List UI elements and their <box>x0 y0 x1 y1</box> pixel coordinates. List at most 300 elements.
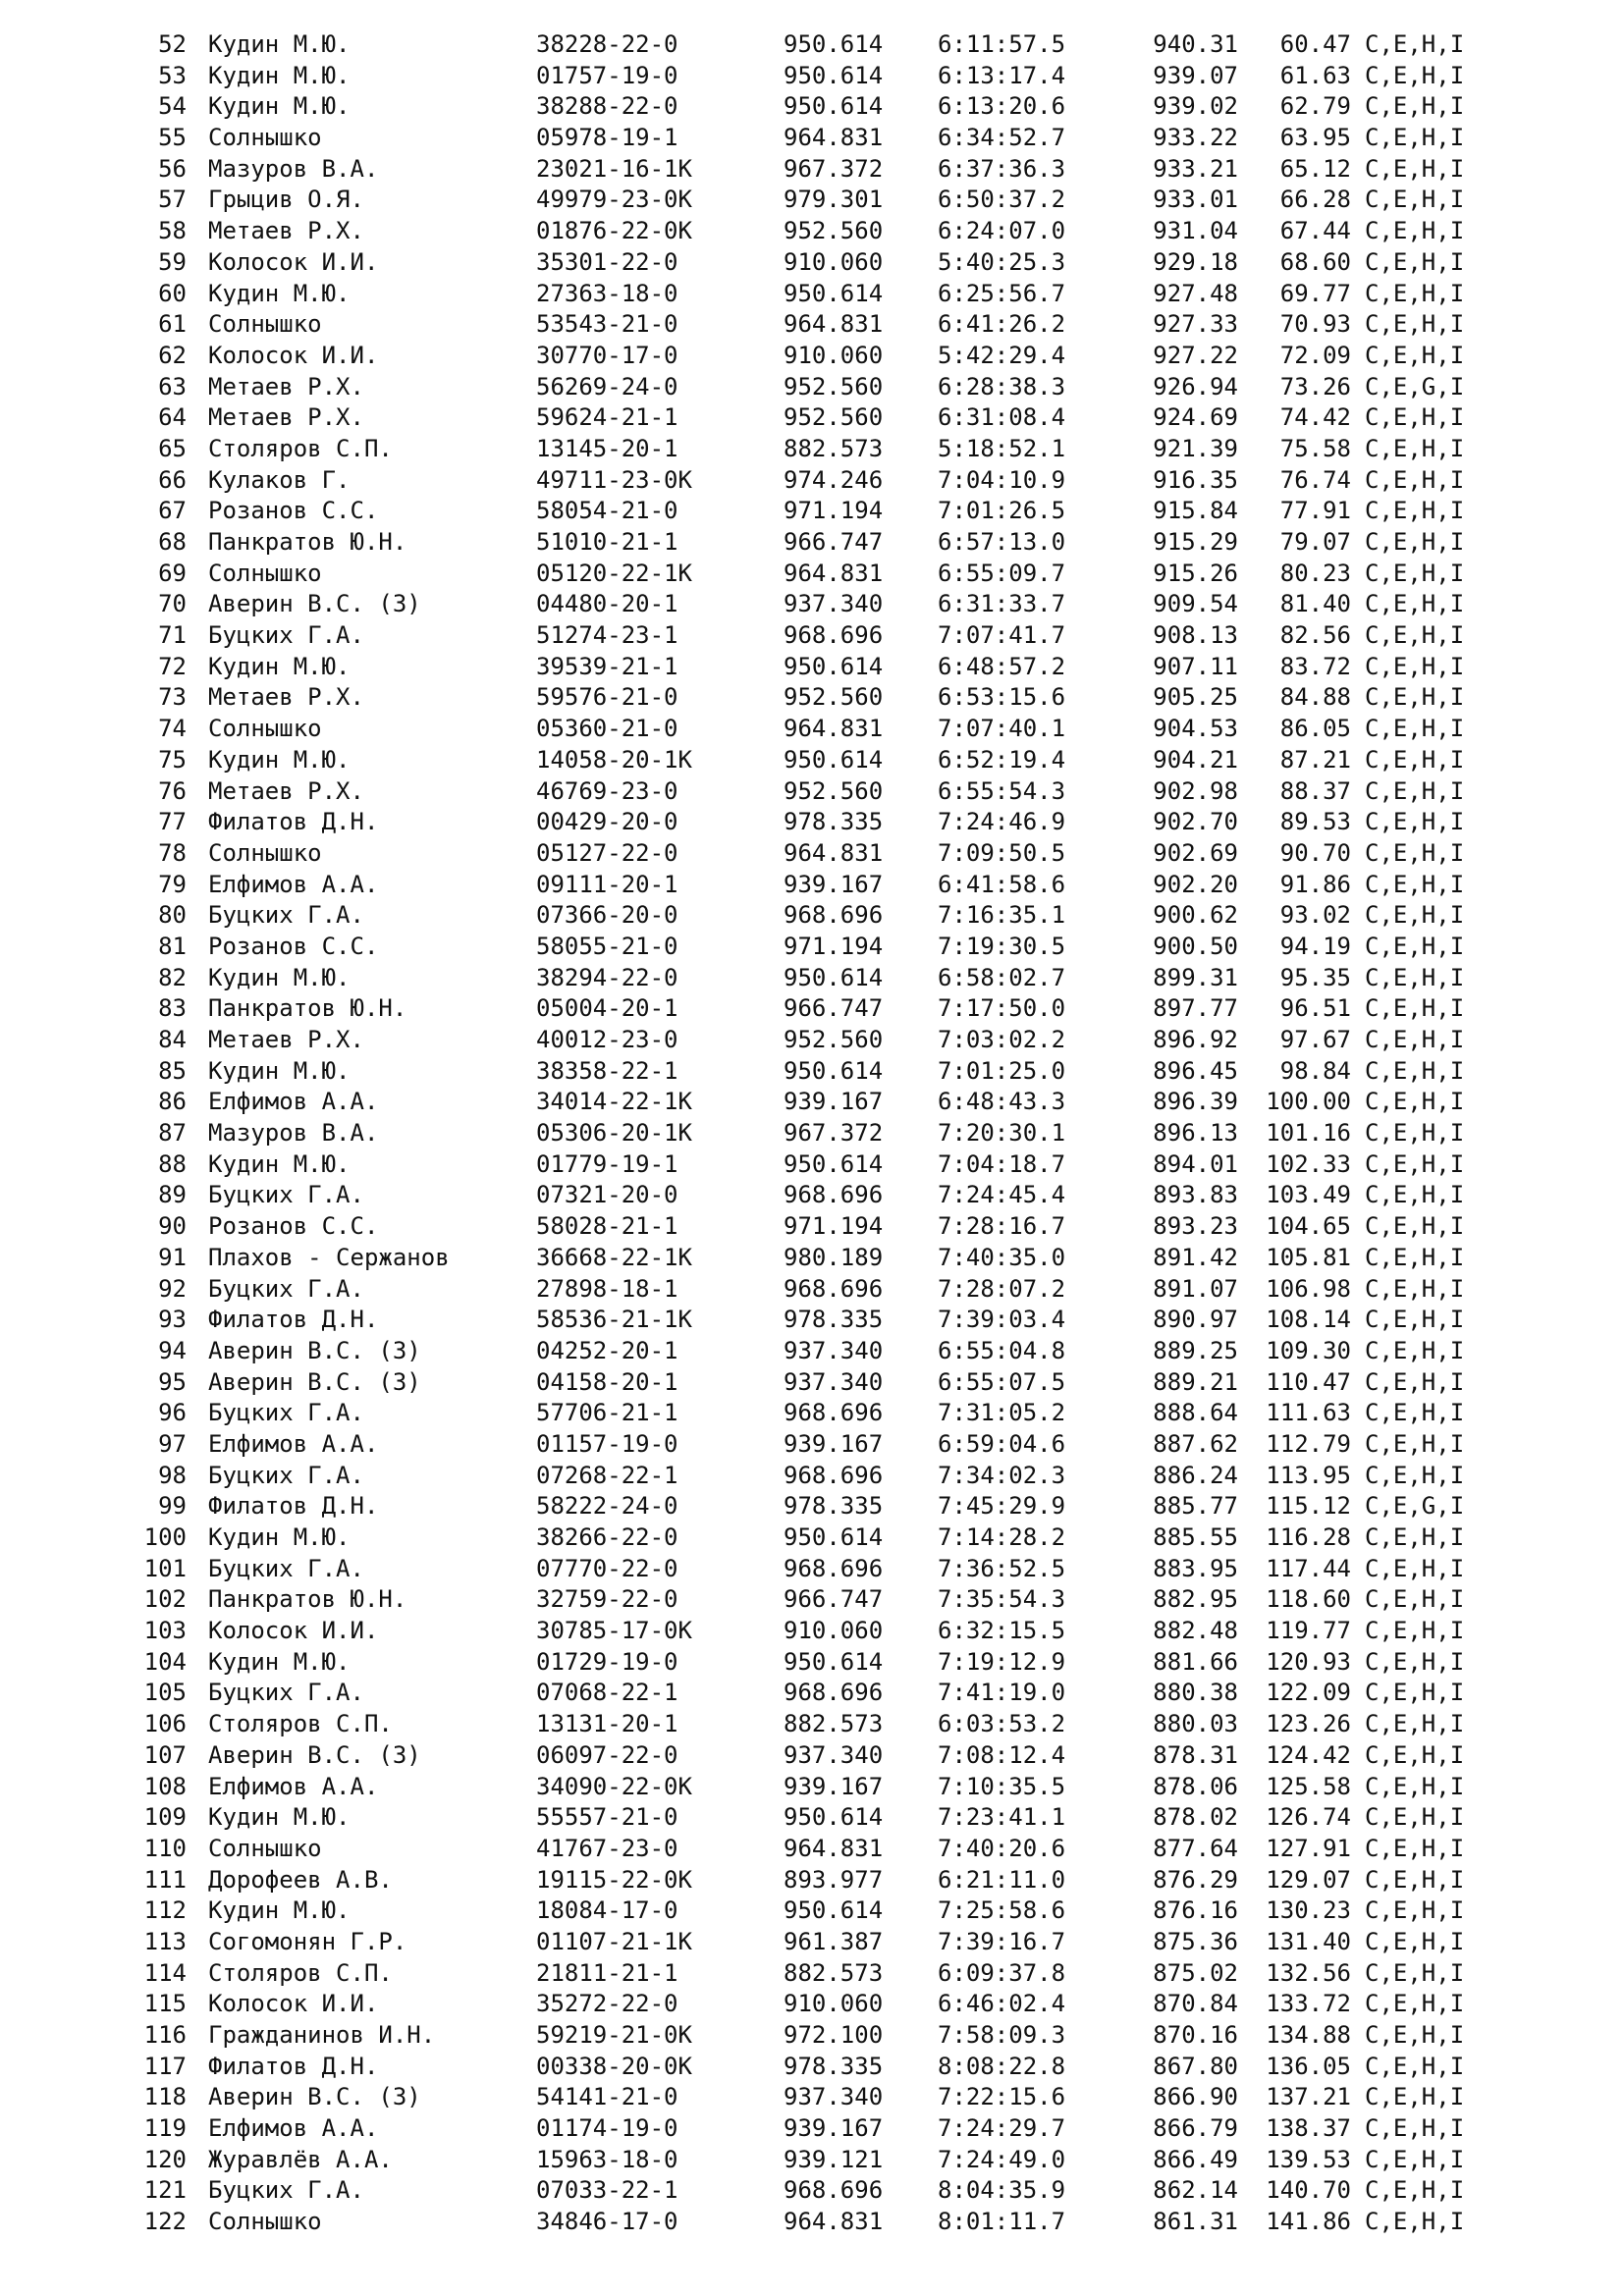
cell-distance: 978.335 <box>784 808 884 836</box>
cell-num: 79 <box>158 870 187 898</box>
table-row <box>0 1616 1624 1647</box>
cell-classes: C,E,H,I <box>1365 1896 1465 1925</box>
cell-distance: 971.194 <box>784 1212 884 1241</box>
cell-speed: 927.48 <box>1153 279 1238 307</box>
cell-coef: 80.23 <box>1279 559 1351 587</box>
cell-num: 114 <box>143 1958 187 1987</box>
cell-ring: 58536-21-1К <box>536 1306 692 1334</box>
cell-coef: 90.70 <box>1279 838 1351 867</box>
cell-distance: 968.696 <box>784 1461 884 1489</box>
cell-classes: C,E,H,I <box>1365 808 1465 836</box>
cell-time: 7:40:35.0 <box>938 1243 1066 1271</box>
cell-time: 7:04:18.7 <box>938 1149 1066 1178</box>
cell-distance: 971.194 <box>784 932 884 960</box>
cell-time: 7:41:19.0 <box>938 1679 1066 1707</box>
cell-classes: C,E,H,I <box>1365 2208 1465 2236</box>
cell-num: 61 <box>158 310 187 339</box>
cell-time: 7:17:50.0 <box>938 994 1066 1023</box>
cell-classes: C,E,H,I <box>1365 1336 1465 1364</box>
cell-distance: 968.696 <box>784 1554 884 1582</box>
table-row <box>0 1398 1624 1429</box>
cell-speed: 861.31 <box>1153 2208 1238 2236</box>
cell-distance: 950.614 <box>784 745 884 774</box>
cell-time: 7:34:02.3 <box>938 1461 1066 1489</box>
cell-speed: 924.69 <box>1153 403 1238 432</box>
cell-classes: C,E,H,I <box>1365 2052 1465 2080</box>
cell-num: 103 <box>143 1617 187 1645</box>
cell-name: Аверин В.С. (З) <box>208 1740 421 1769</box>
cell-num: 89 <box>158 1181 187 1209</box>
table-row <box>0 1554 1624 1585</box>
cell-num: 104 <box>143 1647 187 1676</box>
cell-num: 92 <box>158 1274 187 1303</box>
cell-num: 70 <box>158 590 187 618</box>
cell-ring: 51274-23-1 <box>536 621 678 650</box>
cell-ring: 21811-21-1 <box>536 1958 678 1987</box>
cell-name: Буцких Г.А. <box>208 1399 364 1427</box>
cell-ring: 05978-19-1 <box>536 124 678 152</box>
cell-speed: 880.03 <box>1153 1710 1238 1738</box>
cell-name: Елфимов А.А. <box>208 1772 379 1800</box>
cell-speed: 880.38 <box>1153 1679 1238 1707</box>
cell-time: 7:31:05.2 <box>938 1399 1066 1427</box>
cell-classes: C,E,H,I <box>1365 2021 1465 2049</box>
cell-time: 7:28:16.7 <box>938 1212 1066 1241</box>
cell-num: 99 <box>158 1492 187 1521</box>
cell-time: 6:03:53.2 <box>938 1710 1066 1738</box>
cell-coef: 126.74 <box>1266 1803 1351 1832</box>
cell-distance: 952.560 <box>784 776 884 805</box>
table-row <box>0 2207 1624 2238</box>
table-row <box>0 154 1624 186</box>
cell-num: 106 <box>143 1710 187 1738</box>
cell-coef: 75.58 <box>1279 434 1351 462</box>
cell-classes: C,E,H,I <box>1365 1088 1465 1116</box>
cell-ring: 09111-20-1 <box>536 870 678 898</box>
cell-speed: 877.64 <box>1153 1834 1238 1862</box>
cell-coef: 87.21 <box>1279 745 1351 774</box>
cell-name: Метаев Р.Х. <box>208 683 364 712</box>
cell-ring: 27363-18-0 <box>536 279 678 307</box>
cell-num: 120 <box>143 2145 187 2173</box>
cell-name: Солнышко <box>208 715 322 743</box>
table-row <box>0 745 1624 776</box>
cell-ring: 40012-23-0 <box>536 1026 678 1053</box>
cell-distance: 882.573 <box>784 1710 884 1738</box>
cell-name: Буцких Г.А. <box>208 621 364 650</box>
cell-distance: 968.696 <box>784 1274 884 1303</box>
cell-classes: C,E,H,I <box>1365 1554 1465 1582</box>
cell-speed: 897.77 <box>1153 994 1238 1023</box>
cell-distance: 937.340 <box>784 1367 884 1396</box>
table-row <box>0 2020 1624 2052</box>
cell-distance: 910.060 <box>784 247 884 276</box>
cell-speed: 921.39 <box>1153 434 1238 462</box>
cell-time: 7:24:45.4 <box>938 1181 1066 1209</box>
cell-speed: 931.04 <box>1153 217 1238 245</box>
cell-num: 65 <box>158 434 187 462</box>
cell-num: 91 <box>158 1243 187 1271</box>
cell-classes: C,E,H,I <box>1365 715 1465 743</box>
cell-classes: C,E,H,I <box>1365 497 1465 525</box>
cell-classes: C,E,H,I <box>1365 1679 1465 1707</box>
table-row <box>0 838 1624 870</box>
cell-speed: 885.77 <box>1153 1492 1238 1521</box>
cell-speed: 927.22 <box>1153 341 1238 369</box>
cell-ring: 01757-19-0 <box>536 61 678 89</box>
cell-time: 6:52:19.4 <box>938 745 1066 774</box>
cell-name: Плахов - Сержанов <box>208 1243 450 1271</box>
table-row <box>0 216 1624 247</box>
table-row <box>0 963 1624 994</box>
cell-ring: 01157-19-0 <box>536 1429 678 1458</box>
cell-distance: 939.167 <box>784 2114 884 2143</box>
cell-name: Панкратов Ю.Н. <box>208 994 407 1023</box>
cell-name: Елфимов А.А. <box>208 1088 379 1116</box>
cell-distance: 952.560 <box>784 372 884 400</box>
cell-classes: C,E,H,I <box>1365 124 1465 152</box>
cell-speed: 878.02 <box>1153 1803 1238 1832</box>
cell-time: 6:41:26.2 <box>938 310 1066 339</box>
cell-classes: C,E,H,I <box>1365 745 1465 774</box>
table-row <box>0 496 1624 527</box>
cell-coef: 91.86 <box>1279 870 1351 898</box>
cell-name: Метаев Р.Х. <box>208 776 364 805</box>
cell-speed: 889.25 <box>1153 1336 1238 1364</box>
cell-name: Елфимов А.А. <box>208 2114 379 2143</box>
cell-distance: 952.560 <box>784 217 884 245</box>
cell-name: Солнышко <box>208 310 322 339</box>
cell-num: 69 <box>158 559 187 587</box>
cell-ring: 59576-21-0 <box>536 683 678 712</box>
cell-distance: 882.573 <box>784 1958 884 1987</box>
cell-distance: 968.696 <box>784 901 884 930</box>
cell-coef: 131.40 <box>1266 1927 1351 1955</box>
cell-num: 59 <box>158 247 187 276</box>
cell-ring: 56269-24-0 <box>536 372 678 400</box>
cell-speed: 904.21 <box>1153 745 1238 774</box>
cell-speed: 939.02 <box>1153 92 1238 121</box>
cell-name: Солнышко <box>208 838 322 867</box>
cell-coef: 111.63 <box>1266 1399 1351 1427</box>
cell-name: Кудин М.Ю. <box>208 279 351 307</box>
cell-classes: C,E,H,I <box>1365 1119 1465 1148</box>
cell-distance: 950.614 <box>784 1896 884 1925</box>
cell-speed: 893.83 <box>1153 1181 1238 1209</box>
cell-classes: C,E,H,I <box>1365 652 1465 680</box>
cell-ring: 57706-21-1 <box>536 1399 678 1427</box>
cell-distance: 950.614 <box>784 61 884 89</box>
cell-time: 7:22:15.6 <box>938 2083 1066 2111</box>
cell-speed: 896.45 <box>1153 1056 1238 1085</box>
cell-classes: C,E,H,I <box>1365 1367 1465 1396</box>
cell-time: 7:09:50.5 <box>938 838 1066 867</box>
cell-time: 6:58:02.7 <box>938 963 1066 991</box>
table-row <box>0 714 1624 745</box>
cell-classes: C,E,H,I <box>1365 1212 1465 1241</box>
table-row <box>0 1056 1624 1088</box>
cell-ring: 15963-18-0 <box>536 2145 678 2173</box>
cell-num: 76 <box>158 776 187 805</box>
cell-ring: 35272-22-0 <box>536 1990 678 2018</box>
cell-num: 60 <box>158 279 187 307</box>
cell-ring: 05360-21-0 <box>536 715 678 743</box>
cell-num: 71 <box>158 621 187 650</box>
cell-distance: 971.194 <box>784 497 884 525</box>
cell-time: 7:35:54.3 <box>938 1585 1066 1614</box>
table-row <box>0 776 1624 808</box>
cell-coef: 110.47 <box>1266 1367 1351 1396</box>
cell-name: Аверин В.С. (З) <box>208 1367 421 1396</box>
table-row <box>0 123 1624 154</box>
cell-time: 6:57:13.0 <box>938 528 1066 556</box>
cell-speed: 870.84 <box>1153 1990 1238 2018</box>
cell-distance: 950.614 <box>784 1803 884 1832</box>
cell-name: Колосок И.И. <box>208 341 379 369</box>
cell-ring: 13145-20-1 <box>536 434 678 462</box>
cell-ring: 53543-21-0 <box>536 310 678 339</box>
cell-name: Метаев Р.Х. <box>208 1026 364 1053</box>
cell-classes: C,E,H,I <box>1365 1990 1465 2018</box>
cell-time: 7:39:03.4 <box>938 1306 1066 1334</box>
cell-name: Буцких Г.А. <box>208 1181 364 1209</box>
cell-time: 8:04:35.9 <box>938 2176 1066 2205</box>
cell-speed: 883.95 <box>1153 1554 1238 1582</box>
table-row <box>0 1958 1624 1990</box>
cell-ring: 41767-23-0 <box>536 1834 678 1862</box>
cell-name: Кудин М.Ю. <box>208 963 351 991</box>
cell-name: Аверин В.С. (З) <box>208 590 421 618</box>
cell-time: 6:34:52.7 <box>938 124 1066 152</box>
cell-distance: 966.747 <box>784 994 884 1023</box>
table-row <box>0 279 1624 310</box>
cell-coef: 127.91 <box>1266 1834 1351 1862</box>
table-row <box>0 1865 1624 1896</box>
table-row <box>0 1367 1624 1399</box>
cell-distance: 968.696 <box>784 2176 884 2205</box>
cell-classes: C,E,H,I <box>1365 2114 1465 2143</box>
cell-ring: 59624-21-1 <box>536 403 678 432</box>
cell-distance: 950.614 <box>784 1149 884 1178</box>
table-row <box>0 559 1624 590</box>
cell-time: 7:23:41.1 <box>938 1803 1066 1832</box>
cell-coef: 129.07 <box>1266 1865 1351 1894</box>
cell-speed: 885.55 <box>1153 1523 1238 1551</box>
cell-ring: 07366-20-0 <box>536 901 678 930</box>
cell-classes: C,E,H,I <box>1365 838 1465 867</box>
cell-num: 121 <box>143 2176 187 2205</box>
cell-coef: 100.00 <box>1266 1088 1351 1116</box>
cell-classes: C,E,H,I <box>1365 217 1465 245</box>
cell-time: 7:07:40.1 <box>938 715 1066 743</box>
cell-time: 6:48:43.3 <box>938 1088 1066 1116</box>
cell-distance: 968.696 <box>784 1679 884 1707</box>
cell-time: 7:20:30.1 <box>938 1119 1066 1148</box>
cell-coef: 120.93 <box>1266 1647 1351 1676</box>
cell-speed: 939.07 <box>1153 61 1238 89</box>
cell-ring: 04158-20-1 <box>536 1367 678 1396</box>
cell-coef: 95.35 <box>1279 963 1351 991</box>
cell-num: 101 <box>143 1554 187 1582</box>
cell-ring: 38288-22-0 <box>536 92 678 121</box>
cell-ring: 19115-22-0К <box>536 1865 692 1894</box>
table-row <box>0 527 1624 559</box>
cell-distance: 937.340 <box>784 2083 884 2111</box>
cell-num: 52 <box>158 30 187 58</box>
cell-speed: 896.13 <box>1153 1119 1238 1148</box>
cell-coef: 125.58 <box>1266 1772 1351 1800</box>
table-row <box>0 2082 1624 2113</box>
cell-speed: 878.31 <box>1153 1740 1238 1769</box>
cell-ring: 51010-21-1 <box>536 528 678 556</box>
cell-coef: 67.44 <box>1279 217 1351 245</box>
cell-name: Филатов Д.Н. <box>208 1306 379 1334</box>
cell-ring: 05004-20-1 <box>536 994 678 1023</box>
cell-num: 86 <box>158 1088 187 1116</box>
cell-distance: 974.246 <box>784 465 884 494</box>
cell-name: Колосок И.И. <box>208 247 379 276</box>
cell-coef: 63.95 <box>1279 124 1351 152</box>
cell-time: 6:55:54.3 <box>938 776 1066 805</box>
cell-time: 7:03:02.2 <box>938 1026 1066 1053</box>
cell-coef: 119.77 <box>1266 1617 1351 1645</box>
cell-ring: 18084-17-0 <box>536 1896 678 1925</box>
table-row <box>0 247 1624 279</box>
cell-time: 7:14:28.2 <box>938 1523 1066 1551</box>
cell-distance: 979.301 <box>784 186 884 214</box>
cell-num: 105 <box>143 1679 187 1707</box>
cell-time: 5:18:52.1 <box>938 434 1066 462</box>
cell-time: 7:58:09.3 <box>938 2021 1066 2049</box>
cell-coef: 122.09 <box>1266 1679 1351 1707</box>
table-row <box>0 1429 1624 1461</box>
table-row <box>0 1211 1624 1243</box>
cell-speed: 927.33 <box>1153 310 1238 339</box>
cell-ring: 34090-22-0К <box>536 1772 692 1800</box>
cell-name: Солнышко <box>208 124 322 152</box>
cell-coef: 79.07 <box>1279 528 1351 556</box>
table-row <box>0 1740 1624 1772</box>
table-row <box>0 2145 1624 2176</box>
cell-classes: C,E,H,I <box>1365 2145 1465 2173</box>
cell-distance: 978.335 <box>784 2052 884 2080</box>
cell-num: 66 <box>158 465 187 494</box>
cell-speed: 905.25 <box>1153 683 1238 712</box>
cell-time: 7:36:52.5 <box>938 1554 1066 1582</box>
cell-distance: 968.696 <box>784 1399 884 1427</box>
cell-distance: 910.060 <box>784 1990 884 2018</box>
cell-num: 115 <box>143 1990 187 2018</box>
cell-name: Елфимов А.А. <box>208 870 379 898</box>
cell-speed: 894.01 <box>1153 1149 1238 1178</box>
cell-speed: 933.22 <box>1153 124 1238 152</box>
cell-speed: 875.02 <box>1153 1958 1238 1987</box>
cell-time: 7:19:12.9 <box>938 1647 1066 1676</box>
cell-distance: 980.189 <box>784 1243 884 1271</box>
cell-num: 113 <box>143 1927 187 1955</box>
table-row <box>0 1274 1624 1306</box>
cell-num: 116 <box>143 2021 187 2049</box>
cell-time: 6:11:57.5 <box>938 30 1066 58</box>
cell-classes: C,E,H,I <box>1365 1429 1465 1458</box>
cell-classes: C,E,H,I <box>1365 963 1465 991</box>
table-row <box>0 1149 1624 1181</box>
cell-speed: 916.35 <box>1153 465 1238 494</box>
cell-distance: 964.831 <box>784 310 884 339</box>
cell-classes: C,E,H,I <box>1365 1803 1465 1832</box>
cell-distance: 939.167 <box>784 1429 884 1458</box>
cell-num: 85 <box>158 1056 187 1085</box>
cell-ring: 58055-21-0 <box>536 932 678 960</box>
cell-num: 75 <box>158 745 187 774</box>
cell-speed: 929.18 <box>1153 247 1238 276</box>
cell-ring: 38358-22-1 <box>536 1056 678 1085</box>
cell-coef: 89.53 <box>1279 808 1351 836</box>
cell-coef: 94.19 <box>1279 932 1351 960</box>
cell-distance: 978.335 <box>784 1492 884 1521</box>
cell-classes: C,E,H,I <box>1365 1243 1465 1271</box>
table-row <box>0 1584 1624 1616</box>
cell-speed: 908.13 <box>1153 621 1238 650</box>
cell-coef: 86.05 <box>1279 715 1351 743</box>
cell-num: 88 <box>158 1149 187 1178</box>
table-row <box>0 1834 1624 1865</box>
cell-coef: 83.72 <box>1279 652 1351 680</box>
cell-coef: 74.42 <box>1279 403 1351 432</box>
cell-ring: 34014-22-1К <box>536 1088 692 1116</box>
cell-classes: C,E,H,I <box>1365 2083 1465 2111</box>
cell-distance: 950.614 <box>784 963 884 991</box>
cell-num: 111 <box>143 1865 187 1894</box>
cell-classes: C,E,H,I <box>1365 92 1465 121</box>
table-row <box>0 372 1624 403</box>
cell-coef: 117.44 <box>1266 1554 1351 1582</box>
results-table <box>0 29 1624 2238</box>
cell-time: 7:45:29.9 <box>938 1492 1066 1521</box>
cell-num: 98 <box>158 1461 187 1489</box>
cell-num: 82 <box>158 963 187 991</box>
cell-num: 62 <box>158 341 187 369</box>
cell-speed: 862.14 <box>1153 2176 1238 2205</box>
cell-num: 73 <box>158 683 187 712</box>
cell-num: 72 <box>158 652 187 680</box>
cell-coef: 93.02 <box>1279 901 1351 930</box>
cell-coef: 123.26 <box>1266 1710 1351 1738</box>
cell-distance: 939.121 <box>784 2145 884 2173</box>
cell-name: Розанов С.С. <box>208 497 379 525</box>
cell-time: 7:16:35.1 <box>938 901 1066 930</box>
cell-coef: 70.93 <box>1279 310 1351 339</box>
cell-coef: 105.81 <box>1266 1243 1351 1271</box>
cell-distance: 968.696 <box>784 621 884 650</box>
cell-coef: 109.30 <box>1266 1336 1351 1364</box>
cell-ring: 07033-22-1 <box>536 2176 678 2205</box>
table-row <box>0 900 1624 932</box>
table-row <box>0 2175 1624 2207</box>
cell-distance: 937.340 <box>784 1740 884 1769</box>
cell-time: 6:31:08.4 <box>938 403 1066 432</box>
cell-speed: 866.49 <box>1153 2145 1238 2173</box>
cell-classes: C,E,G,I <box>1365 372 1465 400</box>
cell-distance: 950.614 <box>784 1056 884 1085</box>
cell-classes: C,E,H,I <box>1365 465 1465 494</box>
cell-classes: C,E,H,I <box>1365 1274 1465 1303</box>
cell-distance: 939.167 <box>784 1088 884 1116</box>
cell-coef: 72.09 <box>1279 341 1351 369</box>
cell-distance: 950.614 <box>784 1523 884 1551</box>
cell-num: 77 <box>158 808 187 836</box>
cell-name: Кудин М.Ю. <box>208 30 351 58</box>
